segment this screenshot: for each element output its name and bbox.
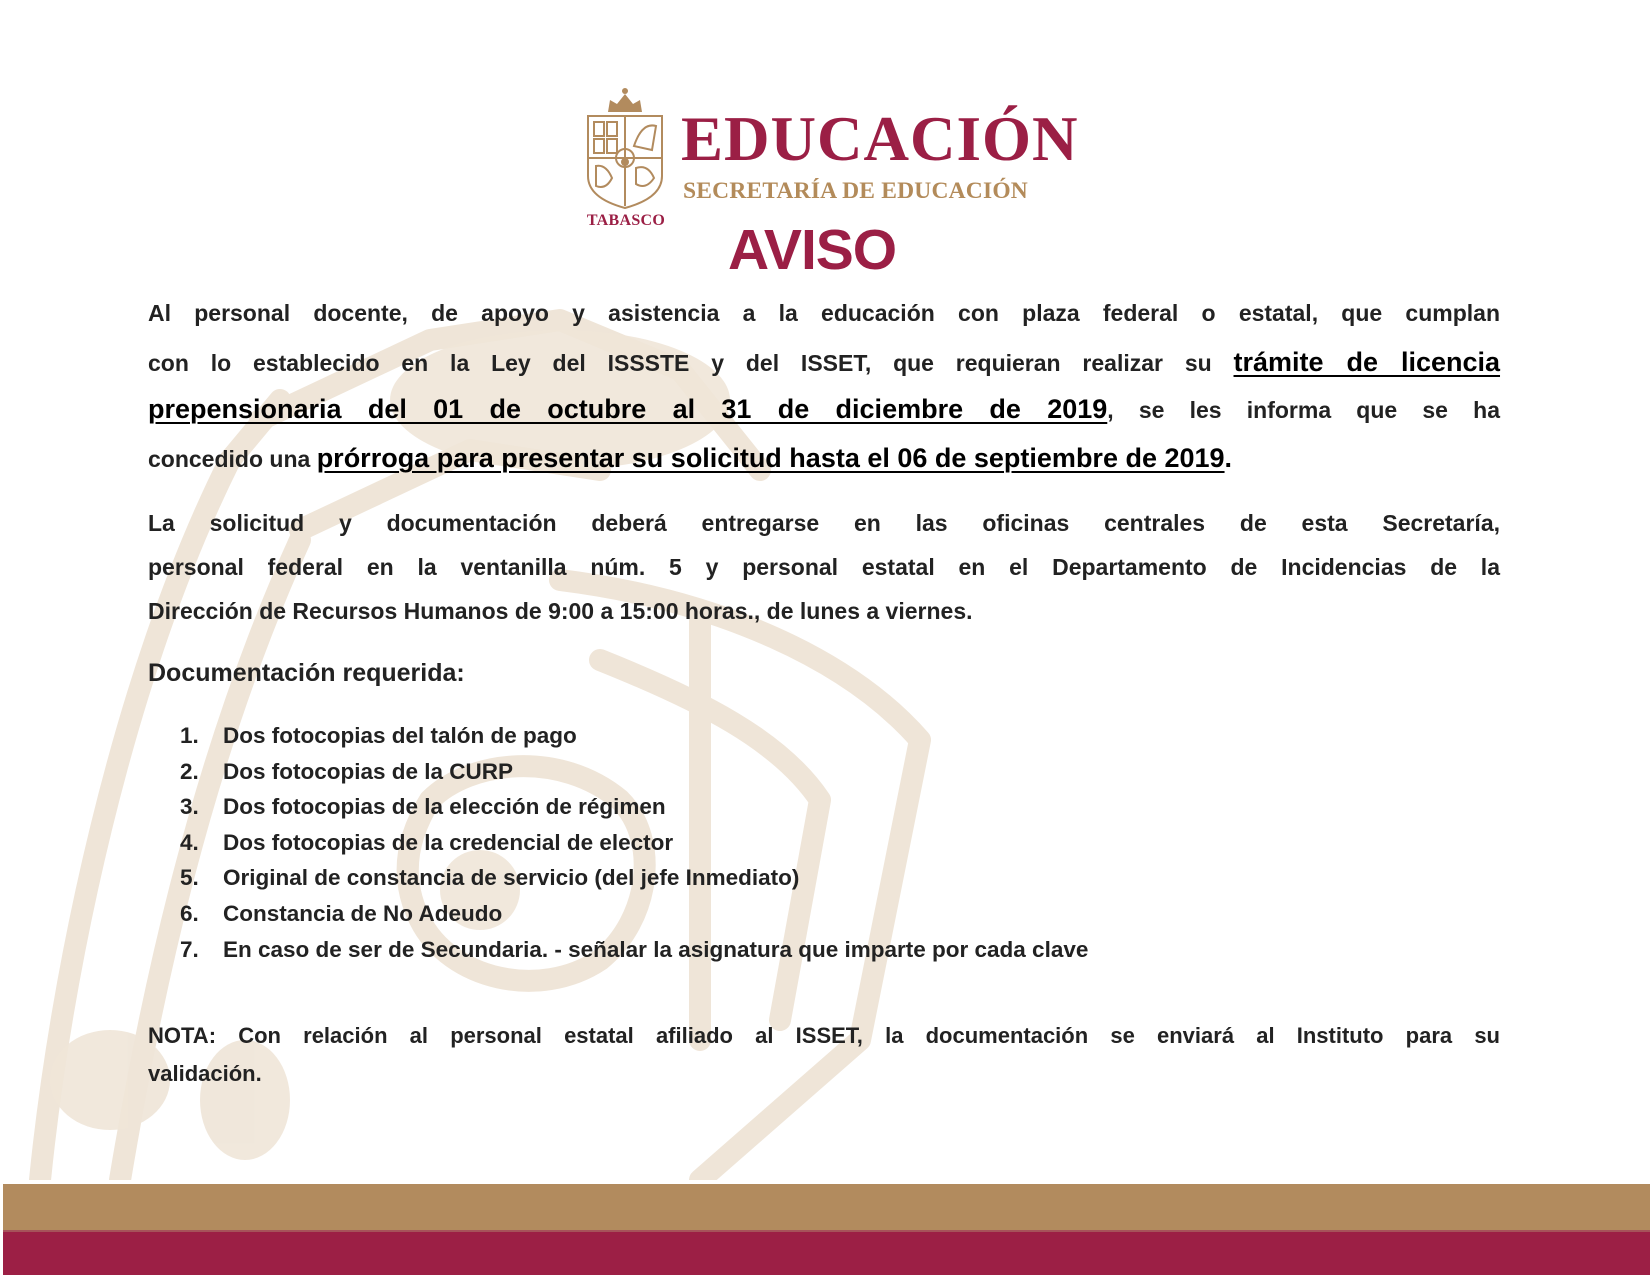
list-text: Dos fotocopias de la elección de régimen — [223, 794, 666, 820]
paragraph1-line4-text: concedido una — [148, 446, 311, 472]
list-number: 5. — [180, 865, 199, 891]
list-number: 7. — [180, 936, 199, 962]
paragraph1-line2-text: con lo establecido en la Ley del ISSSTE y del ISSET, que requieran realizar su — [148, 350, 1212, 376]
list-number: 6. — [180, 900, 199, 926]
license-procedure-emphasis: trámite de licencia — [1233, 347, 1501, 377]
tabasco-crest-logo — [582, 86, 668, 212]
extension-deadline-emphasis: prórroga para presentar su solicitud hasta el 06 de septiembre de 2019 — [316, 443, 1225, 473]
list-text: En caso de ser de Secundaria. - señalar la asignatura que imparte por cada clave — [223, 936, 1089, 962]
paragraph1-line2 — [148, 349, 1500, 376]
list-item — [180, 754, 1088, 790]
brand-title: EDUCACIÓN — [681, 104, 1079, 174]
paragraph1-line3-text: , se les informa que se ha — [1107, 397, 1500, 423]
paragraph1-line1: Al personal docente, de apoyo y asistencia a la educación con plaza federal o estatal, que cumplan — [148, 300, 1500, 326]
footer-band-divider — [3, 1230, 1650, 1232]
list-item — [180, 932, 1088, 968]
paragraph2-line2: personal federal en la ventanilla núm. 5 y personal estatal en el Departamento de Incidencias de la — [148, 554, 1500, 580]
list-text: Original de constancia de servicio (del jefe Inmediato) — [223, 865, 800, 891]
paragraph2-line3: Dirección de Recursos Humanos de 9:00 a 15:00 horas., de lunes a viernes. — [148, 598, 973, 624]
paragraph2-line1: La solicitud y documentación deberá entregarse en las oficinas centrales de esta Secretaría, — [148, 510, 1500, 536]
list-text: Dos fotocopias de la credencial de elector — [223, 829, 674, 855]
documents-list — [180, 718, 1088, 967]
list-item — [180, 825, 1088, 861]
list-text: Constancia de No Adeudo — [223, 900, 503, 926]
list-item — [180, 860, 1088, 896]
list-number: 3. — [180, 794, 199, 820]
documents-heading: Documentación requerida: — [148, 659, 465, 687]
paragraph1-period: . — [1224, 443, 1233, 473]
footer-band-maroon — [3, 1231, 1650, 1275]
list-number: 2. — [180, 758, 199, 784]
list-number: 4. — [180, 829, 199, 855]
list-item — [180, 789, 1088, 825]
list-item — [180, 896, 1088, 932]
state-label: TABASCO — [586, 212, 666, 229]
brand-subtitle: SECRETARÍA DE EDUCACIÓN — [683, 178, 1028, 204]
paragraph1-line3 — [148, 396, 1500, 423]
list-item — [180, 718, 1088, 754]
paragraph1-line4 — [148, 445, 1500, 472]
notice-title: AVISO — [728, 218, 897, 282]
note-line1: NOTA: Con relación al personal estatal afiliado al ISSET, la documentación se enviará al Instituto para su — [148, 1023, 1500, 1048]
list-text: Dos fotocopias del talón de pago — [223, 723, 577, 748]
license-period-emphasis: prepensionaria del 01 de octubre al 31 de diciembre de 2019 — [148, 394, 1108, 424]
footer-band-gold — [3, 1184, 1650, 1231]
list-number: 1. — [180, 723, 199, 748]
note-line2: validación. — [148, 1061, 262, 1086]
list-text: Dos fotocopias de la CURP — [223, 758, 514, 784]
